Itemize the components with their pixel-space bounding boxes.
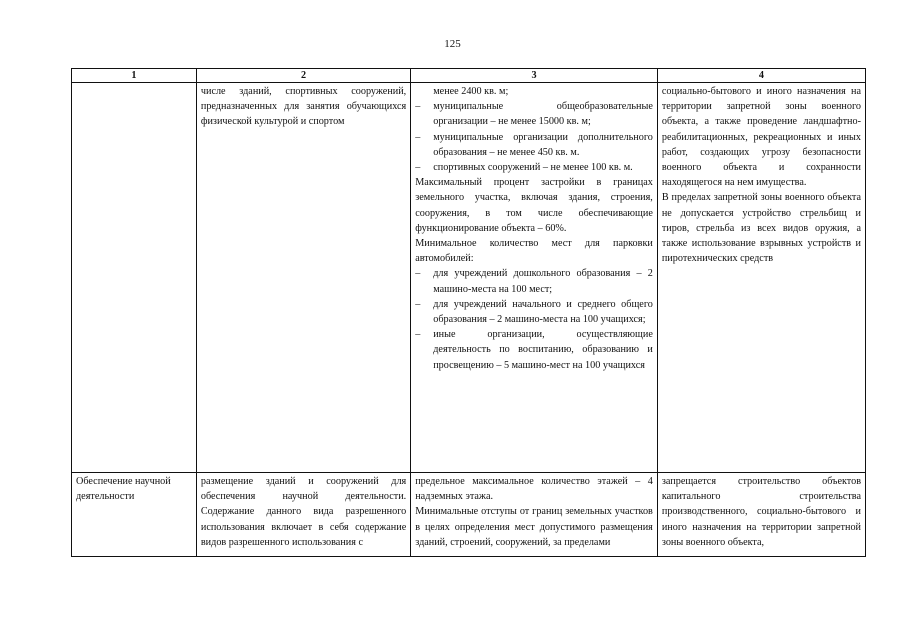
list-item: – для учреждений начального и среднего общего образования – 2 машино-места на 100 учащихся; — [415, 297, 653, 327]
column-header-3: 3 — [411, 69, 658, 83]
row2-restrictions: запрещается строительство объектов капитального строительства производственного, социально-бытового и иного назначения на территории запретной зоны военного объекта, — [657, 473, 865, 557]
list-item: – для учреждений дошкольного образования – 2 машино-места на 100 мест; — [415, 266, 653, 296]
table-row — [72, 473, 866, 557]
page-number: 125 — [444, 38, 461, 50]
table-row — [72, 83, 866, 473]
row2-land-use-description: размещение зданий и сооружений для обеспечения научной деятельности. Содержание данного вида разрешенного использования включает в себя содержание видов разрешенного использования с — [196, 473, 410, 557]
row1-restrictions-para1: социально-бытового и иного назначения на территории запретной зоны военного объекта, а также проведение ландшафтно-реабилитационных, рекреационных и иных работ, создающих угрозу безопасности военного объекта и сохранности находящегося на нем имущества. — [661, 86, 861, 189]
row1-parking-list — [415, 266, 653, 372]
row2-setbacks: Минимальные отступы от границ земельных участков в целях определения мест допустимого размещения зданий, строений, сооружений, за пределами — [415, 506, 653, 548]
row2-parameters — [411, 473, 658, 557]
row1-parking-heading: Минимальное количество мест для парковки автомобилей: — [415, 238, 653, 265]
list-item: – спортивных сооружений – не менее 100 кв. м. — [415, 160, 653, 175]
column-header-1: 1 — [72, 69, 197, 83]
regulations-table — [71, 68, 866, 557]
list-item: – муниципальные организации дополнительного образования – не менее 450 кв. м. — [415, 130, 653, 160]
row2-land-use-name: Обеспечение научной деятельности — [72, 473, 197, 557]
table-header-row — [72, 69, 866, 83]
row1-restrictions-para2: В пределах запретной зоны военного объекта не допускается устройство стрельбищ и тиров, стрельба из всех видов оружия, а также использование взрывных устройств и пиротехнических средств — [661, 192, 861, 265]
row1-parameters — [411, 83, 658, 473]
row1-land-use-description: числе зданий, спортивных сооружений, предназначенных для занятия обучающихся физической культурой и спортом — [196, 83, 410, 473]
row1-area-list — [415, 99, 653, 175]
row1-restrictions — [657, 83, 865, 473]
column-header-4: 4 — [657, 69, 865, 83]
list-item: – муниципальные общеобразовательные организации – не менее 15000 кв. м; — [415, 99, 653, 129]
column-header-2: 2 — [196, 69, 410, 83]
list-item: – иные организации, осуществляющие деятельность по воспитанию, образованию и просвещению – 5 машино-мест на 100 учащихся — [415, 327, 653, 373]
row1-land-use-name — [72, 83, 197, 473]
row1-building-percentage: Максимальный процент застройки в границах земельного участка, включая здания, строения, сооружения, в том числе обеспечивающие функционирование объекта – 60%. — [415, 177, 653, 234]
row1-parameters-first-line: менее 2400 кв. м; — [433, 86, 509, 97]
row2-floors-limit: предельное максимальное количество этажей – 4 надземных этажа. — [415, 476, 653, 503]
